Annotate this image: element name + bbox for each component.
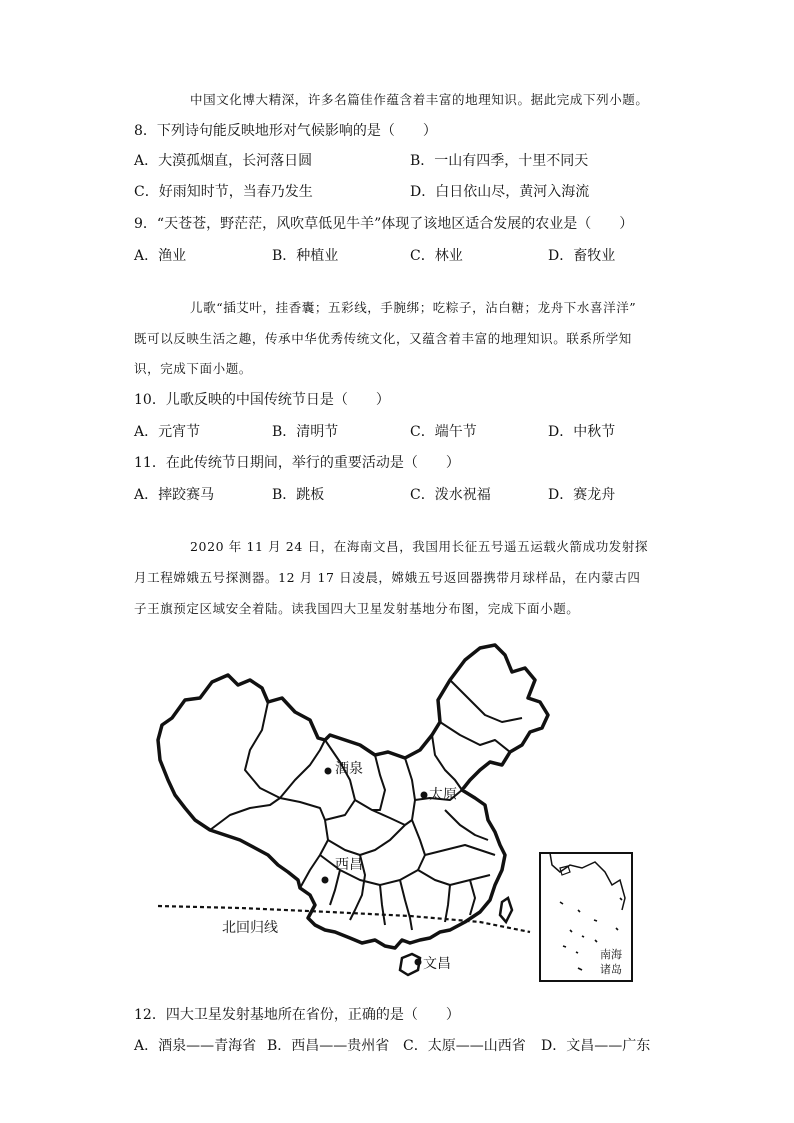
intro-paragraph-3-line-1: 2020 年 11 月 24 日，在海南文昌，我国用长征五号遥五运载火箭成功发射探 [190,539,649,554]
tropic-of-cancer-label: 北回归线 [222,920,278,936]
question-8-option-d[interactable]: D．白日依山尽，黄河入海流 [410,184,590,200]
south-china-sea-inset [540,853,632,981]
question-9-option-b[interactable]: B．种植业 [272,248,339,264]
china-outline [158,645,548,948]
question-10-option-c[interactable]: C．端午节 [410,424,477,440]
question-9-option-c[interactable]: C．林业 [410,248,463,264]
question-12-option-d[interactable]: D．文昌——广东 [541,1038,651,1054]
question-12-option-c[interactable]: C．太原——山西省 [403,1038,526,1054]
inset-label-line-2: 诸岛 [600,963,622,976]
question-11-option-a[interactable]: A．摔跤赛马 [134,487,215,503]
question-12-option-a[interactable]: A．酒泉——青海省 [134,1038,257,1054]
wenchang-marker [415,959,422,966]
question-10-option-d[interactable]: D．中秋节 [548,424,616,440]
question-11-option-b[interactable]: B．跳板 [272,487,325,503]
question-10-option-b[interactable]: B．清明节 [272,424,339,440]
jiuquan-label: 酒泉 [335,761,363,777]
question-10-stem: 10．儿歌反映的中国传统节日是（ ） [134,392,390,408]
intro-paragraph-2-line-3: 识，完成下面小题。 [134,361,252,376]
china-map-svg [150,640,650,990]
taiyuan-marker [421,792,428,799]
taiwan-island [500,898,512,922]
intro-paragraph-3-line-3: 子王旗预定区域安全着陆。读我国四大卫星发射基地分布图，完成下面小题。 [134,601,580,616]
question-8-option-b[interactable]: B．一山有四季，十里不同天 [410,153,589,169]
intro-paragraph-3-line-2: 月工程嫦娥五号探测器。12 月 17 日凌晨，嫦娥五号返回器携带月球样品，在内蒙古四 [134,570,641,585]
jiuquan-marker [325,768,332,775]
question-12-stem: 12．四大卫星发射基地所在省份，正确的是（ ） [134,1007,460,1023]
taiyuan-label: 太原 [429,787,457,803]
question-10-option-a[interactable]: A．元宵节 [134,424,201,440]
question-8-stem: 8．下列诗句能反映地形对气候影响的是（ ） [134,123,437,139]
xichang-marker [322,877,329,884]
question-9-option-a[interactable]: A．渔业 [134,248,187,264]
question-11-stem: 11．在此传统节日期间，举行的重要活动是（ ） [134,455,460,471]
question-8-option-a[interactable]: A．大漠孤烟直，长河落日圆 [134,153,313,169]
intro-paragraph-1: 中国文化博大精深，许多名篇佳作蕴含着丰富的地理知识。据此完成下列小题。 [190,92,649,107]
question-9-option-d[interactable]: D．畜牧业 [548,248,616,264]
intro-paragraph-2-line-1: 儿歌“插艾叶，挂香囊；五彩线，手腕绑；吃粽子，沾白糖；龙舟下水喜洋洋” [190,300,637,315]
question-9-stem: 9．“天苍苍，野茫茫，风吹草低见牛羊”体现了该地区适合发展的农业是（ ） [134,216,634,232]
china-satellite-launch-map [150,640,650,990]
tropic-of-cancer-line [158,906,530,932]
question-12-option-b[interactable]: B．西昌——贵州省 [267,1038,390,1054]
inset-label-line-1: 南海 [600,948,622,961]
question-11-option-d[interactable]: D．赛龙舟 [548,487,616,503]
wenchang-label: 文昌 [423,956,451,972]
province-boundaries [210,680,522,930]
question-11-option-c[interactable]: C．泼水祝福 [410,487,491,503]
xichang-label: 西昌 [335,857,363,873]
intro-paragraph-2-line-2: 既可以反映生活之趣，传承中华优秀传统文化，又蕴含着丰富的地理知识。联系所学知 [134,331,632,346]
question-8-option-c[interactable]: C．好雨知时节，当春乃发生 [134,184,313,200]
